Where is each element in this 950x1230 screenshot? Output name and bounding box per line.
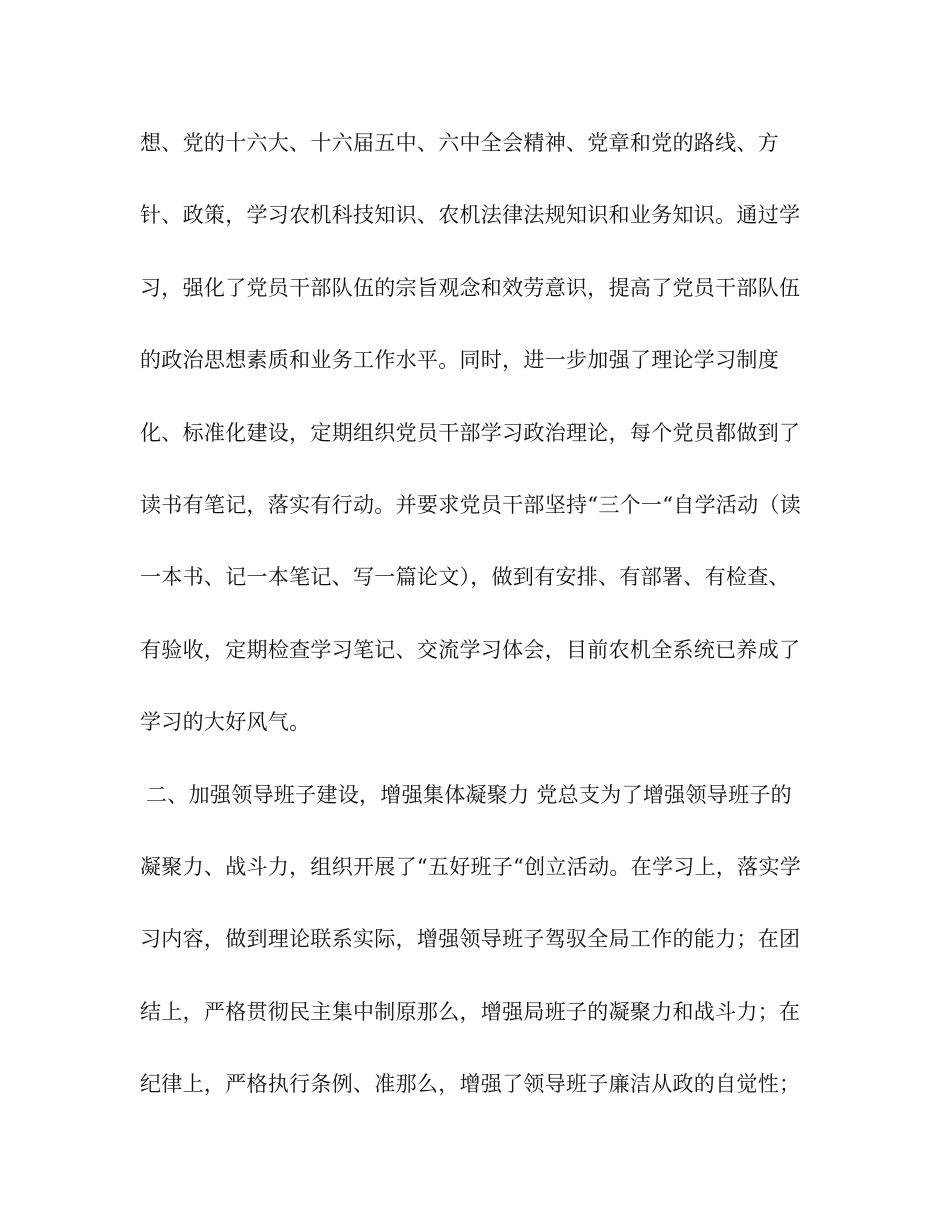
- text-line-14: 纪律上，严格执行条例、准那么，增强了领导班子廉洁从政的自觉性；: [140, 1072, 801, 1097]
- text-line-7: 一本书、记一本笔记、写一篇论文），做到有安排、有部署、有检查、: [140, 565, 790, 590]
- text-line-4: 的政治思想素质和业务工作水平。同时，进一步加强了理论学习制度: [140, 348, 779, 373]
- text-line-5: 化、标准化建设，定期组织党员干部学习政治理论，每个党员都做到了: [140, 420, 801, 445]
- text-line-13: 结上，严格贯彻民主集中制原那么，增强局班子的凝聚力和战斗力；在: [140, 999, 801, 1024]
- text-line-9: 学习的大好风气。: [140, 710, 311, 735]
- text-line-6: 读书有笔记，落实有行动。并要求党员干部坚持“三个一“自学活动（读: [140, 492, 802, 517]
- section-heading-line: 二、加强领导班子建设，增强集体凝聚力 党总支为了增强领导班子的: [146, 782, 792, 807]
- body-text: [140, 118, 830, 1131]
- text-line-8: 有验收，定期检查学习笔记、交流学习体会，目前农机全系统已养成了: [140, 637, 801, 662]
- text-line-12: 习内容，做到理论联系实际，增强领导班子驾驭全局工作的能力；在团: [140, 927, 801, 952]
- text-line-3: 习，强化了党员干部队伍的宗旨观念和效劳意识，提高了党员干部队伍: [140, 275, 801, 300]
- text-line-1: 想、党的十六大、十六届五中、六中全会精神、党章和党的路线、方: [140, 131, 779, 155]
- text-line-11: 凝聚力、战斗力，组织开展了“五好班子“创立活动。在学习上，落实学: [140, 854, 802, 879]
- text-line-2: 针、政策，学习农机科技知识、农机法律法规知识和业务知识。通过学: [140, 203, 801, 228]
